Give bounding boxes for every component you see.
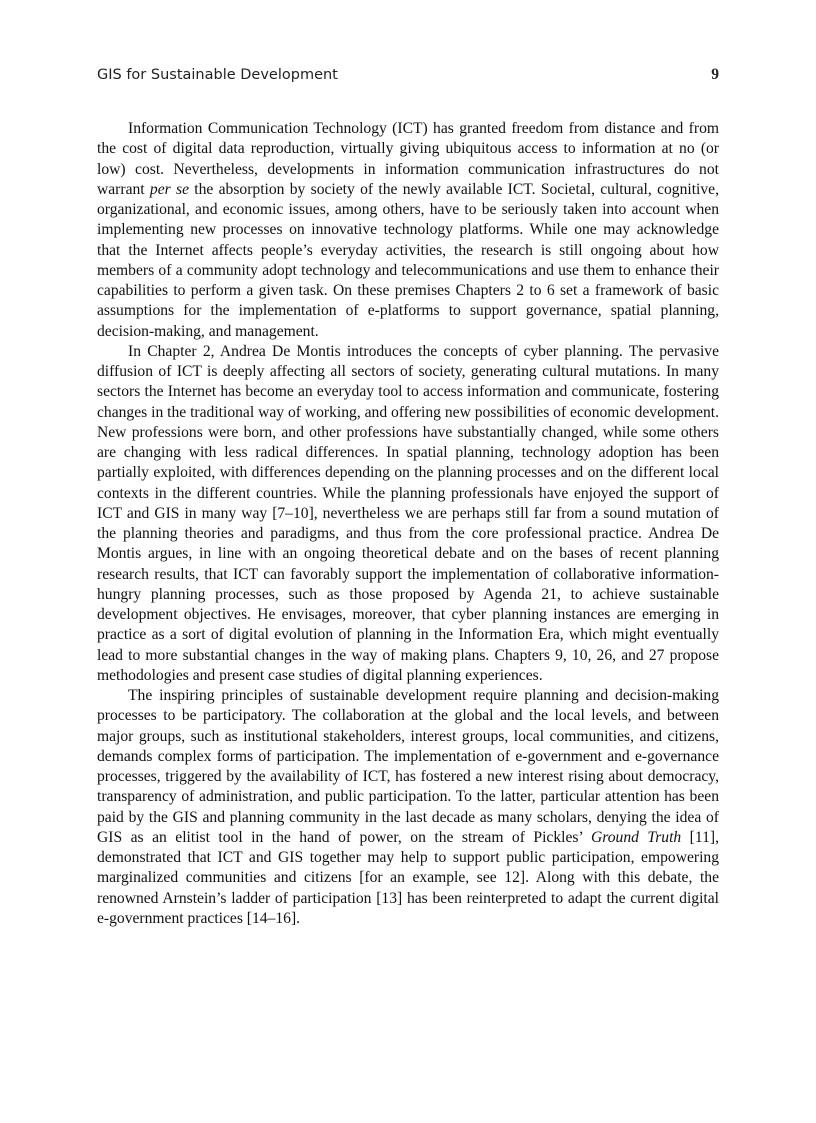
paragraph-2-segment: In Chapter 2, Andrea De Montis introduces the concepts of cyber planning. The pervasive diffusion of ICT is deeply affecting all sectors of society, generating cultural mutations. In many sectors the Internet has become an everyday tool to access information and communicate, fostering changes in the traditional way of working, and offering new possibilities of economic development. New professions were born, and other professions have substantially changed, while some others are changing with less radical differences. In spatial planning, technology adoption has been partially exploited, with differences depending on the planning processes and on the different local contexts in the different countries. While the planning professionals have enjoyed the support of ICT and GIS in many way [7–10], nevertheless we are perhaps still far from a sound mutation of the planning theories and paradigms, and thus from the core professional practice. Andrea De Montis argues, in line with an ongoing theoretical debate and on the bases of recent planning research results, that ICT can favorably support the implementation of collaborative information-hungry planning processes, such as those proposed by Agenda 21, to achieve sustainable development objectives. He envisages, moreover, that cyber planning instances are emerging in practice as a sort of digital evolution of planning in the Information Era, which might eventually lead to more substantial changes in the way of making plans. Chapters 9, 10, 26, and 27 propose methodologies and present case studies of digital planning experiences. <box>97 342 720 684</box>
page-number: 9 <box>711 66 719 83</box>
paragraph-2 <box>97 342 719 686</box>
paragraph-3 <box>97 686 719 929</box>
paragraph-3-italic-ground-truth: Ground Truth <box>590 828 682 846</box>
running-title: GIS for Sustainable Development <box>97 67 338 83</box>
running-header <box>97 66 719 86</box>
paragraph-1-segment: Information Communication Technology (ICT) has granted freedom from distance and from the cost of digital data reproduction, virtually giving ubiquitous access to information at no (or low) cost. Nevertheless, developments in information communication infrastructures do not warrant <box>97 120 719 198</box>
paragraph-1-italic-per-se: per se <box>149 180 189 198</box>
body-text <box>97 119 719 929</box>
paragraph-1-segment: the absorption by society of the newly available ICT. Societal, cultural, cognitive, organizational, and economic issues, among others, have to be seriously taken into account when implementing new processes on innovative technology platforms. While one may acknowledge that the Internet affects people’s everyday activities, the research is still ongoing about how members of a community adopt technology and telecommunications and use them to enhance their capabilities to perform a given task. On these premises Chapters 2 to 6 set a framework of basic assumptions for the implementation of e-platforms to support governance, spatial planning, decision-making, and management. <box>97 180 719 340</box>
paragraph-3-segment: The inspiring principles of sustainable development require planning and decision-making processes to be participatory. The collaboration at the global and the local levels, and between major groups, such as institutional stakeholders, interest groups, local communities, and citizens, demands complex forms of participation. The implementation of e-government and e-governance processes, triggered by the availability of ICT, has fostered a new interest rising about democracy, transparency of administration, and public participation. To the latter, particular attention has been paid by the GIS and planning community in the last decade as many scholars, denying the idea of GIS as an elitist tool in the hand of power, on the stream of Pickles’ <box>97 687 719 846</box>
paragraph-1 <box>97 119 719 342</box>
paragraph-3-segment: [11], demonstrated that ICT and GIS together may help to support public participation, empowering marginalized communities and citizens [for an example, see 12]. Along with this debate, the renowned Arnstein’s ladder of participation [13] has been reinterpreted to adapt the current digital e-government practices [14–16]. <box>97 828 719 927</box>
